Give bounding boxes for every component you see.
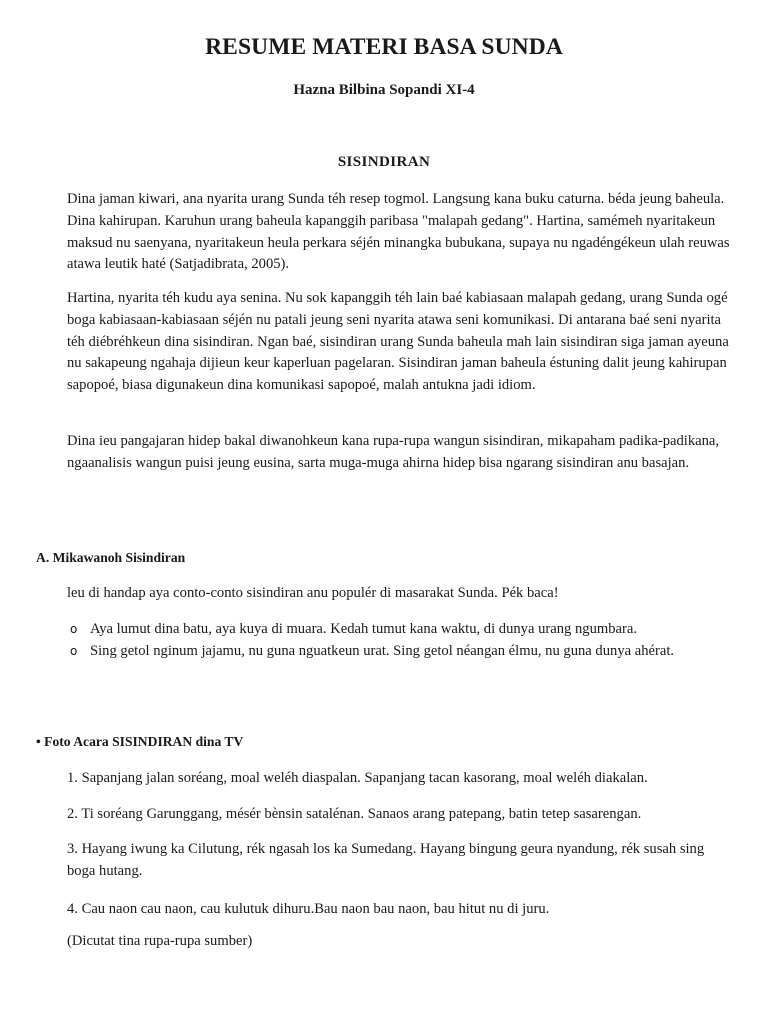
paragraph-1: Dina jaman kiwari, ana nyarita urang Sunda téh resep togmol. Langsung kana buku caturna. béda jeung baheula. Dina kahirupan. Karuhun urang baheula kapanggih paribasa "malapah gedang". Hartina, samémeh nyaritakeun maksud nu saenyana, nyaritakeun heula perkara séjén minangka bubukana, supaya nu ngadéngékeun ulah reuwas atawa leutik haté (Satjadibrata, 2005). <box>67 191 730 273</box>
author-line: Hazna Bilbina Sopandi XI-4 <box>293 82 475 98</box>
list-item <box>67 641 735 663</box>
sisindiran-list <box>67 619 735 663</box>
list-item <box>67 619 735 641</box>
example-3: 3. Hayang iwung ka Cilutung, rék ngasah los ka Sumedang. Hayang bingung geura nyandung, rék susah sing boga hutang. <box>67 841 705 879</box>
section-title: SISINDIRAN <box>337 154 431 170</box>
page-title: RESUME MATERI BASA SUNDA <box>205 34 563 60</box>
circle-bullet-icon: o <box>70 622 78 636</box>
list-item-text: Aya lumut dina batu, aya kuya di muara. Kedah tumut kana waktu, di dunya urang ngumbara. <box>90 621 637 637</box>
example-2: 2. Ti soréang Garunggang, mésér bènsin satalénan. Sanaos arang patepang, batin tetep sasarengan. <box>67 806 642 822</box>
section-a-intro: leu di handap aya conto-conto sisindiran anu populér di masarakat Sunda. Pék baca! <box>67 585 559 601</box>
section-b-heading: • Foto Acara SISINDIRAN dina TV <box>36 734 244 749</box>
section-a-heading: A. Mikawanoh Sisindiran <box>36 550 186 565</box>
example-1: 1. Sapanjang jalan soréang, moal weléh diaspalan. Sapanjang tacan kasorang, moal weléh diakalan. <box>67 770 648 786</box>
paragraph-2: Hartina, nyarita téh kudu aya senina. Nu sok kapanggih téh lain baé kabiasaan malapah gedang, urang Sunda ogé boga kabiasaan-kabiasaan séjén nu patali jeung seni nyarita atawa seni komunikasi. Di antarana baé seni nyarita téh diébréhkeun dina sisindiran. Ngan baé, sisindiran urang Sunda baheula mah lain sisindiran siga jaman ayeuna nu sakapeung ngahaja dijieun keur kaperluan pagelaran. Sisindiran jaman baheula éstuning dalit jeung kahirupan sapopoé, biasa digunakeun dina komunikasi sapopoé, malah antukna jadi idiom. <box>67 290 729 394</box>
paragraph-3: Dina ieu pangajaran hidep bakal diwanohkeun kana rupa-rupa wangun sisindiran, mikapaham padika-padikana, ngaanalisis wangun puisi jeung eusina, sarta muga-muga ahirna hidep bisa ngarang sisindiran anu basajan. <box>67 433 720 471</box>
source-note: (Dicutat tina rupa-rupa sumber) <box>67 933 253 949</box>
example-4: 4. Cau naon cau naon, cau kulutuk dihuru.Bau naon bau naon, bau hitut nu di juru. <box>67 901 550 917</box>
list-item-text: Sing getol nginum jajamu, nu guna nguatkeun urat. Sing getol néangan élmu, nu guna dunya ahérat. <box>90 642 675 659</box>
circle-bullet-icon: o <box>70 643 78 658</box>
